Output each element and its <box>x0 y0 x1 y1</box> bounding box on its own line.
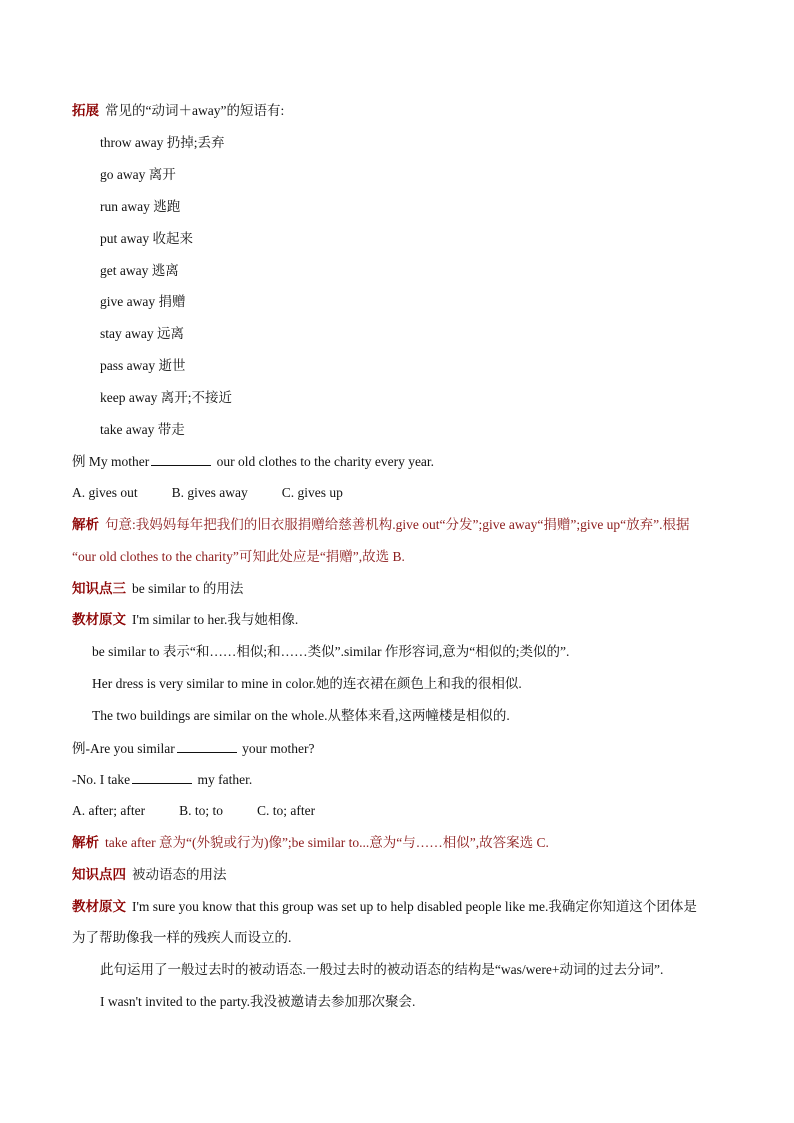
expand-label: 拓展 <box>72 103 99 118</box>
question-text: -No. I take <box>72 772 131 787</box>
phrase-item: give away 捐赠 <box>100 294 186 309</box>
example-2-options <box>72 801 349 821</box>
analysis-text: 句意:我妈妈每年把我们的旧衣服捐赠给慈善机构.give out“分发”;give away“捐赠”;give up“放弃”.根据 <box>105 517 690 532</box>
phrase-item: run away 逃跑 <box>100 199 181 214</box>
example-2-question-2 <box>72 769 252 789</box>
question-text: my father. <box>194 772 253 787</box>
kp3-explain: be similar to 表示“和……相似;和……类似”.similar 作形容词,意为“相似的;类似的”. <box>92 644 570 659</box>
analysis-text: take after 意为“(外貌或行为)像”;be similar to...意为“与……相似”,故答案选 C. <box>105 835 549 850</box>
kp3-heading <box>72 579 243 599</box>
example-label: 例 <box>72 454 86 469</box>
example-1-question <box>72 451 434 471</box>
example-2-question-1 <box>72 738 314 758</box>
kp4-source-cont: 为了帮助像我一样的残疾人而设立的. <box>72 930 292 945</box>
expand-intro: 常见的“动词＋away”的短语有: <box>105 103 285 118</box>
kp4-heading <box>72 865 227 885</box>
example-2-analysis <box>72 833 549 853</box>
kp3-title: 知识点三 <box>72 581 126 596</box>
question-text: our old clothes to the charity every year. <box>213 454 435 469</box>
analysis-label: 解析 <box>72 517 99 532</box>
example-1-analysis-cont: “our old clothes to the charity”可知此处应是“捐赠”,故选 B. <box>72 549 405 564</box>
kp3-example-1: Her dress is very similar to mine in color.她的连衣裙在颜色上和我的很相似. <box>92 676 522 691</box>
answer-blank <box>151 451 211 466</box>
answer-blank <box>177 738 237 753</box>
phrase-item: throw away 扔掉;丢弃 <box>100 135 225 150</box>
source-text: I'm sure you know that this group was set up to help disabled people like me.我确定你知道这个团体是 <box>132 899 697 914</box>
phrase-item: get away 逃离 <box>100 263 179 278</box>
phrase-item: stay away 远离 <box>100 326 184 341</box>
kp4-title: 知识点四 <box>72 867 126 882</box>
example-1-options <box>72 483 377 503</box>
kp4-title-rest: 被动语态的用法 <box>132 867 227 882</box>
question-text: your mother? <box>238 741 315 756</box>
option-c: C. to; after <box>256 803 316 818</box>
phrase-item: pass away 逝世 <box>100 358 186 373</box>
example-1-analysis <box>72 515 690 535</box>
expand-heading <box>72 101 284 121</box>
phrase-item: put away 收起来 <box>100 231 193 246</box>
example-label: 例 <box>72 741 86 756</box>
kp3-source <box>72 610 298 630</box>
kp3-title-rest: be similar to 的用法 <box>132 581 244 596</box>
kp4-example: I wasn't invited to the party.我没被邀请去参加那次聚会. <box>100 994 416 1009</box>
phrase-item: take away 带走 <box>100 422 185 437</box>
question-text: My mother <box>88 454 150 469</box>
kp4-source <box>72 897 697 917</box>
source-text: I'm similar to her.我与她相像. <box>132 612 299 627</box>
option-c: C. gives up <box>281 485 343 500</box>
kp3-example-2: The two buildings are similar on the whole.从整体来看,这两幢楼是相似的. <box>92 708 510 723</box>
source-label: 教材原文 <box>72 899 126 914</box>
option-b: B. gives away <box>171 485 248 500</box>
phrase-item: keep away 离开;不接近 <box>100 390 232 405</box>
answer-blank <box>132 769 192 784</box>
phrase-item: go away 离开 <box>100 167 176 182</box>
option-a: A. gives out <box>72 485 138 500</box>
analysis-label: 解析 <box>72 835 99 850</box>
question-text: -Are you similar <box>85 741 175 756</box>
option-a: A. after; after <box>72 803 146 818</box>
source-label: 教材原文 <box>72 612 126 627</box>
kp4-explain: 此句运用了一般过去时的被动语态.一般过去时的被动语态的结构是“was/were+动词的过去分词”. <box>100 962 664 977</box>
option-b: B. to; to <box>179 803 223 818</box>
